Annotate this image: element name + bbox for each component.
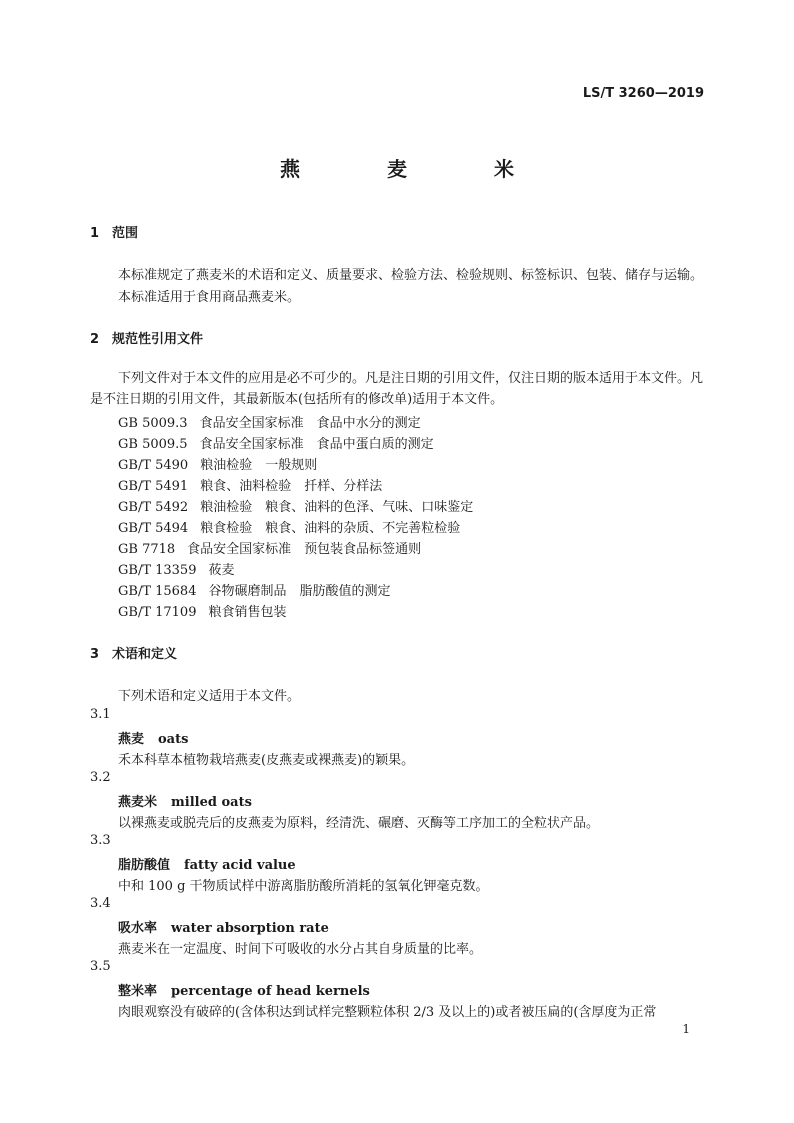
term-definition: 中和 100 g 干物质试样中游离脂肪酸所消耗的氢氧化钾毫克数。 [118, 879, 489, 894]
section-title: 术语和定义 [112, 647, 178, 662]
reference-item [118, 433, 434, 452]
reference-title: 粮食销售包装 [208, 605, 287, 620]
reference-item [118, 475, 382, 494]
term-number: 3.4 [90, 896, 111, 911]
term-zh: 燕麦 [118, 732, 145, 747]
reference-code: GB/T 13359 [118, 563, 197, 578]
term-zh: 吸水率 [118, 921, 158, 936]
reference-title: 谷物碾磨制品 脂肪酸值的测定 [208, 584, 391, 599]
term-heading [118, 728, 188, 747]
reference-title: 食品安全国家标准 食品中水分的测定 [199, 416, 421, 431]
document-title: 燕 麦 米 [280, 157, 554, 181]
section-1-heading [90, 222, 138, 241]
section-1-paragraph-1: 本标准规定了燕麦米的术语和定义、质量要求、检验方法、检验规则、标签标识、包装、储存与运输。 [118, 268, 704, 283]
term-en: milled oats [171, 795, 252, 810]
term-en: percentage of head kernels [171, 984, 370, 999]
section-number: 2 [90, 332, 100, 347]
term-en: oats [158, 732, 189, 747]
reference-code: GB/T 15684 [118, 584, 197, 599]
reference-code: GB/T 5494 [118, 521, 189, 536]
term-zh: 整米率 [118, 984, 158, 999]
section-2-intro: 下列文件对于本文件的应用是必不可少的。凡是注日期的引用文件，仅注日期的版本适用于本文件。凡是不注日期的引用文件，其最新版本(包括所有的修改单)适用于本文件。 [90, 371, 704, 407]
reference-title: 莜麦 [208, 563, 235, 578]
reference-code: GB/T 17109 [118, 605, 197, 620]
term-heading [118, 980, 370, 999]
term-definition: 燕麦米在一定温度、时间下可吸收的水分占其自身质量的比率。 [118, 942, 483, 957]
term-zh: 燕麦米 [118, 795, 158, 810]
reference-item [118, 412, 421, 431]
reference-item [118, 496, 473, 515]
reference-title: 食品安全国家标准 预包装食品标签通则 [187, 542, 422, 557]
reference-title: 食品安全国家标准 食品中蛋白质的测定 [199, 437, 434, 452]
term-definition: 以裸燕麦或脱壳后的皮燕麦为原料，经清洗、碾磨、灭酶等工序加工的全粒状产品。 [118, 816, 600, 831]
reference-title: 粮食检验 粮食、油料的杂质、不完善粒检验 [200, 521, 461, 536]
section-3-intro: 下列术语和定义适用于本文件。 [118, 689, 301, 704]
section-2-heading [90, 328, 203, 347]
reference-item [118, 538, 421, 557]
section-1-paragraph-2: 本标准适用于食用商品燕麦米。 [118, 290, 301, 305]
term-en: fatty acid value [184, 858, 296, 873]
reference-item [118, 517, 460, 536]
section-3-heading [90, 643, 177, 662]
reference-title: 粮油检验 一般规则 [200, 458, 318, 473]
reference-title: 粮油检验 粮食、油料的色泽、气味、口味鉴定 [200, 500, 474, 515]
section-number: 1 [90, 226, 100, 241]
term-heading [118, 917, 329, 936]
term-definition: 肉眼观察没有破碎的(含体积达到试样完整颗粒体积 2/3 及以上的)或者被压扁的(含厚度为正常 [118, 1005, 657, 1020]
term-definition: 禾本科草本植物栽培燕麦(皮燕麦或裸燕麦)的颖果。 [118, 753, 415, 768]
section-number: 3 [90, 647, 100, 662]
reference-item [118, 559, 235, 578]
page-number: 1 [682, 1022, 690, 1036]
reference-code: GB/T 5490 [118, 458, 189, 473]
term-number: 3.5 [90, 959, 111, 974]
term-number: 3.2 [90, 770, 111, 785]
reference-item [118, 601, 287, 620]
section-title: 范围 [112, 226, 139, 241]
reference-code: GB 5009.3 [118, 416, 188, 431]
reference-code: GB 5009.5 [118, 437, 188, 452]
term-heading [118, 854, 296, 873]
reference-code: GB/T 5492 [118, 500, 189, 515]
term-number: 3.1 [90, 707, 111, 722]
reference-code: GB 7718 [118, 542, 176, 557]
term-number: 3.3 [90, 833, 111, 848]
section-title: 规范性引用文件 [112, 332, 204, 347]
reference-item [118, 454, 317, 473]
reference-title: 粮食、油料检验 扦样、分样法 [200, 479, 383, 494]
standard-code: LS/T 3260—2019 [582, 86, 704, 101]
reference-code: GB/T 5491 [118, 479, 189, 494]
term-en: water absorption rate [171, 921, 329, 936]
term-zh: 脂肪酸值 [118, 858, 171, 873]
reference-item [118, 580, 391, 599]
term-heading [118, 791, 252, 810]
